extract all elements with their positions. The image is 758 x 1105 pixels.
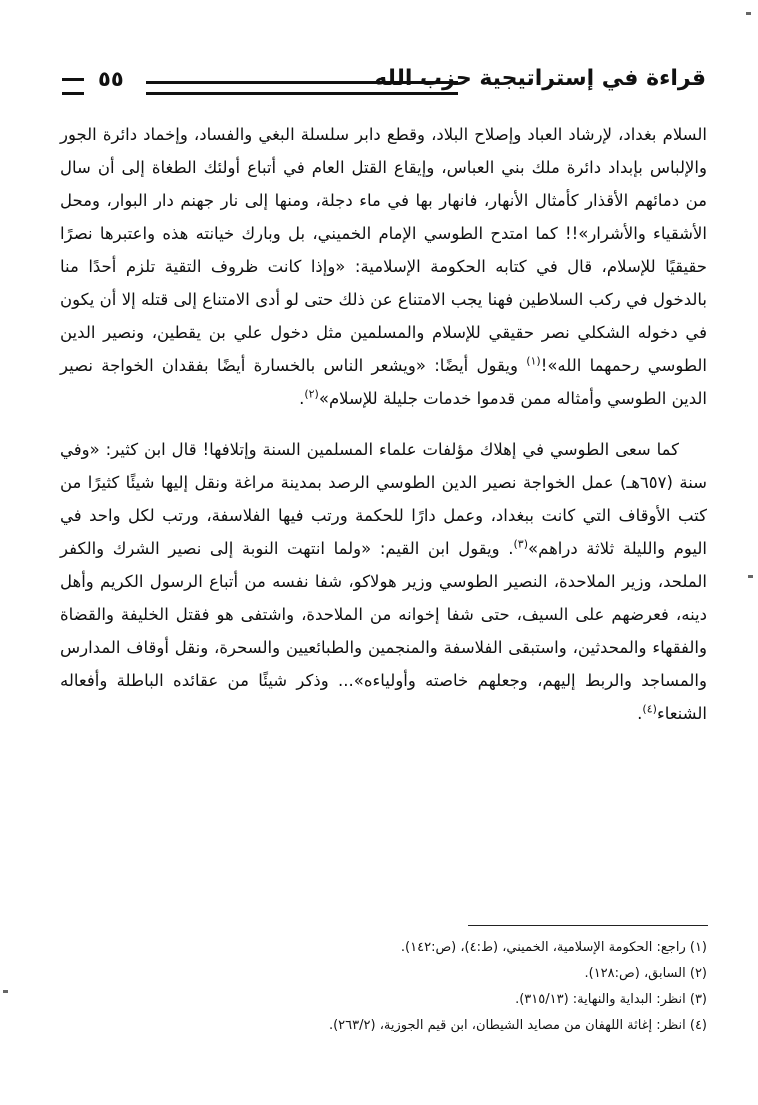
footnote: (١) راجع: الحكومة الإسلامية، الخميني، (ط:٤)، (ص:١٤٢). — [400, 940, 707, 955]
footnote: (٢) السابق، (ص:١٢٨). — [584, 966, 707, 981]
paragraph — [60, 433, 707, 730]
scan-speck — [748, 575, 753, 578]
page-header — [58, 62, 706, 102]
footnotes — [80, 935, 707, 1039]
page-number: ٥٥ — [98, 67, 124, 91]
paragraph-text: . ويقول ابن القيم: «ولما انتهت النوبة إلى نصير الشرك والكفر الملحد، وزير الملاحدة، النصير الطوسي وزير هولاكو، شفا نفسه من أتباع الرسول الكريم وأهل دينه، فعرضهم على السيف، حتى شفا إخوانه من الملاحدة، واشتفى هو فقتل الخليفة والقضاة والفقهاء والمحدثين، واستبقى الفلاسفة والمنجمين والطبائعيين والسحرة، ونقل أوقاف المدارس والمساجد والربط إليهم، وجعلهم خاصته وأولياءه»... وذكر شيئًا من عقائده الباطلة وأفعاله الشنعاء — [60, 539, 707, 723]
header-ornament-mark — [62, 78, 84, 95]
footnote-reference: (٤) — [642, 702, 657, 716]
paragraph-text: السلام بغداد، لإرشاد العباد وإصلاح البلاد، وقطع دابر سلسلة البغي والفساد، وإخماد دائرة الجور والإلباس بإبداد دائرة ملك بني العباس، وإيقاع القتل العام في أتباع أولئك الطغاة إلى أن سال من دمائهم الأقذار كأمثال الأنهار، فانهار بها في ماء دجلة، ومنها إلى نار جهنم دار البوار، ومحل الأشقياء والأشرار»!! كما امتدح الطوسي الإمام الخميني، بل وبارك خيانته هذه واعتبرها نصرًا حقيقيًا للإسلام، قال في كتابه الحكومة الإسلامية: «وإذا كانت ظروف التقية تلزم أحدًا منا بالدخول في ركب السلاطين فهنا يجب الامتناع عن ذلك حتى لو أدى الامتناع إلى قتله إلا أن يكون في دخوله الشكلي نصر حقيقي للإسلام والمسلمين مثل دخول علي بن يقطين، ونصير الدين الطوسي رحمهما الله»! — [60, 125, 707, 375]
paragraph-text: . — [299, 389, 305, 408]
footnote: (٤) انظر: إغاثة اللهفان من مصايد الشيطان، ابن قيم الجوزية، (٢٦٣/٢). — [328, 1018, 707, 1033]
footnote-reference: (٢) — [304, 387, 319, 401]
footnote-separator — [468, 925, 708, 926]
paragraph-text: ويقول أيضًا: «ويشعر الناس بالخسارة أيضًا بفقدان الخواجة نصير الدين الطوسي وأمثاله ممن قدموا خدمات جليلة للإسلام» — [60, 356, 707, 408]
paragraph — [60, 118, 707, 415]
scan-speck — [3, 990, 8, 993]
footnote-reference: (١) — [526, 354, 541, 368]
paragraph-text: . — [637, 704, 643, 723]
running-title: قراءة في إستراتيجية حزب الله — [374, 66, 706, 91]
footnote-reference: (٣) — [513, 537, 529, 551]
footnote: (٣) انظر: البداية والنهاية: (٣١٥/١٣). — [515, 992, 707, 1007]
scan-speck — [746, 12, 751, 15]
paragraph-text: كما سعى الطوسي في إهلاك مؤلفات علماء المسلمين السنة وإتلافها! قال ابن كثير: «وفي سنة (٦٥٧هـ) عمل الخواجة نصير الدين الطوسي الرصد بمدينة مراغة ونقل إليها شيئًا كثيرًا من كتب الأوقاف التي كانت ببغداد، وعمل دارًا للحكمة ورتب فيها الفلاسفة، ورتب لكل واحد في اليوم والليلة ثلاثة دراهم» — [60, 440, 708, 558]
body-text — [60, 118, 707, 730]
